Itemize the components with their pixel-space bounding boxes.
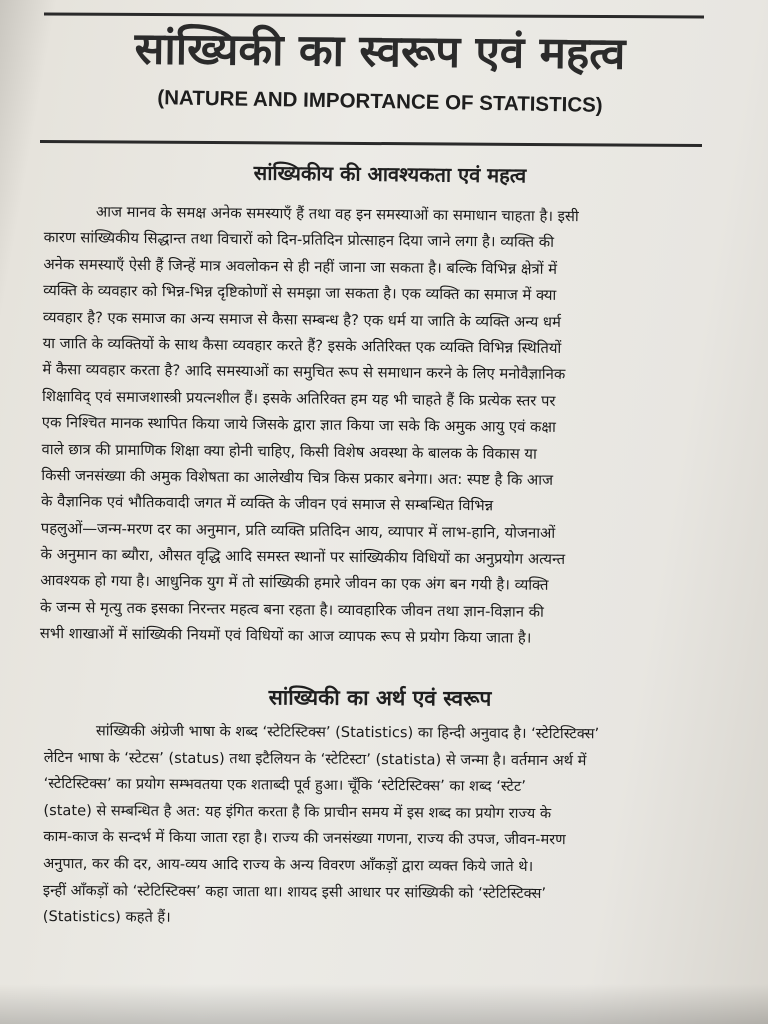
text-line: शिक्षाविद् एवं समाजशास्त्री प्रयत्नशील हैं। इसके अतिरिक्त हम यह भी चाहते हैं कि प्रत्येक स्तर पर	[42, 387, 556, 410]
text-line: व्यक्ति के व्यवहार को भिन्न-भिन्न दृष्टिकोणों से समझा जा सकता है। एक व्यक्ति का समाज में क्या	[43, 282, 557, 305]
text-line: अनुपात, कर की दर, आय-व्यय आदि राज्य के अन्य विवरण आँकड़ों द्वारा व्यक्त किये जाते थे।	[43, 854, 534, 875]
text-line: इन्हीं आँकड़ों को ‘स्टेटिस्टिक्स’ कहा जाता था। शायद इसी आधार पर सांख्यिकी को ‘स्टेटिस्टिक्स’	[42, 881, 547, 902]
text-line: आज मानव के समक्ष अनेक समस्याएँ हैं तथा वह इन समस्याओं का समाधान चाहता है। इसी	[95, 203, 579, 226]
text-line: ‘स्टेटिस्टिक्स’ का प्रयोग सम्भवतया एक शताब्दी पूर्व हुआ। चूँकि ‘स्टेटिस्टिक्स’ का शब्द ‘स्टेट’	[43, 775, 526, 796]
text-line: वाले छात्र की प्रामाणिक शिक्षा क्या होनी चाहिए, किसी विशेष अवस्था के बालक के विकास या	[41, 440, 537, 463]
text-line: आवश्यक हो गया है। आधुनिक युग में तो सांख्यिकी हमारे जीवन का एक अंग बन गयी है। व्यक्ति	[40, 572, 549, 595]
text-line: किसी जनसंख्या की अमुक विशेषता का आलेखीय चित्र किस प्रकार बनेगा। अत: स्पष्ट है कि आज	[41, 466, 554, 489]
text-line: पहलुओं—जन्म-मरण दर का अनुमान, प्रति व्यक्ति प्रतिदिन आय, व्यापार में लाभ-हानि, योजनाओं	[40, 519, 556, 542]
section-heading-need-importance: सांख्यिकीय की आवश्यकता एवं महत्व	[253, 160, 527, 188]
text-line: के वैज्ञानिक एवं भौतिकवादी जगत में व्यक्ति के जीवन एवं समाज से सम्बन्धित विभिन्न	[41, 493, 494, 515]
text-line: कारण सांख्यिकीय सिद्धान्त तथा विचारों को दिन-प्रतिदिन प्रोत्साहन दिया जाने लगा है। व्यक्ति की	[43, 229, 555, 252]
title-divider	[40, 140, 702, 147]
chapter-subtitle: (NATURE AND IMPORTANCE OF STATISTICS)	[157, 86, 603, 117]
text-line: अनेक समस्याएँ ऐसी हैं जिन्हें मात्र अवलोकन से ही नहीं जाना जा सकता है। बल्कि विभिन्न क्षेत्रों में	[43, 255, 558, 278]
chapter-title: सांख्यिकी का स्वरूप एवं महत्व	[134, 23, 626, 80]
text-line: सभी शाखाओं में सांख्यिकी नियमों एवं विधियों का आज व्यापक रूप से प्रयोग किया जाता है।	[39, 625, 532, 647]
page-edge-shadow	[0, 984, 768, 1024]
text-line: के जन्म से मृत्यु तक इसका निरन्तर महत्व बना रहता है। व्यावहारिक जीवन तथा ज्ञान-विज्ञान की	[39, 598, 544, 621]
text-line: सांख्यिकी अंग्रेजी भाषा के शब्द ‘स्टेटिस्टिक्स’ (Statistics) का हिन्दी अनुवाद है। ‘स्टेटिस्टिक्स’	[95, 722, 600, 743]
text-line: में कैसा व्यवहार करता है? आदि समस्याओं का समुचित रूप से समाधान करने के लिए मनोवैज्ञानिक	[42, 361, 566, 384]
paragraph-need-importance	[40, 199, 708, 654]
text-line: (state) से सम्बन्धित है अत: यह इंगित करता है कि प्राचीन समय में इस शब्द का प्रयोग राज्य के	[43, 801, 552, 822]
text-line: काम-काज के सन्दर्भ में किया जाता रहा है। राज्य की जनसंख्या गणना, राज्य की उपज, जीवन-मरण	[43, 828, 566, 849]
text-line: एक निश्चित मानक स्थापित किया जाये जिसके द्वारा ज्ञात किया जा सके कि अमुक आयु एवं कक्षा	[41, 414, 556, 437]
section-heading-meaning-nature: सांख्यिकी का अर्थ एवं स्वरूप	[268, 685, 492, 711]
top-rule	[44, 13, 704, 19]
text-line: व्यवहार है? एक समाज का अन्य समाज से कैसा सम्बन्ध है? एक धर्म या जाति के व्यक्ति अन्य धर्म	[42, 308, 562, 331]
text-line: लेटिन भाषा के ‘स्टेटस’ (status) तथा इटैलियन के ‘स्टेटिस्टा’ (statista) से जन्मा है। वर्तमान अर्थ में	[43, 748, 587, 769]
paragraph-meaning-nature	[43, 718, 708, 935]
text-line: या जाति के व्यक्तियों के साथ कैसा व्यवहार करते हैं? इसके अतिरिक्त एक व्यक्ति विभिन्न स्थितियों	[42, 334, 562, 357]
text-line: के अनुमान का ब्यौरा, औसत वृद्धि आदि समस्त स्थानों पर सांख्यिकीय विधियों का अनुप्रयोग अत्यन्त	[40, 546, 566, 569]
text-line: (Statistics) कहते हैं।	[42, 908, 171, 926]
